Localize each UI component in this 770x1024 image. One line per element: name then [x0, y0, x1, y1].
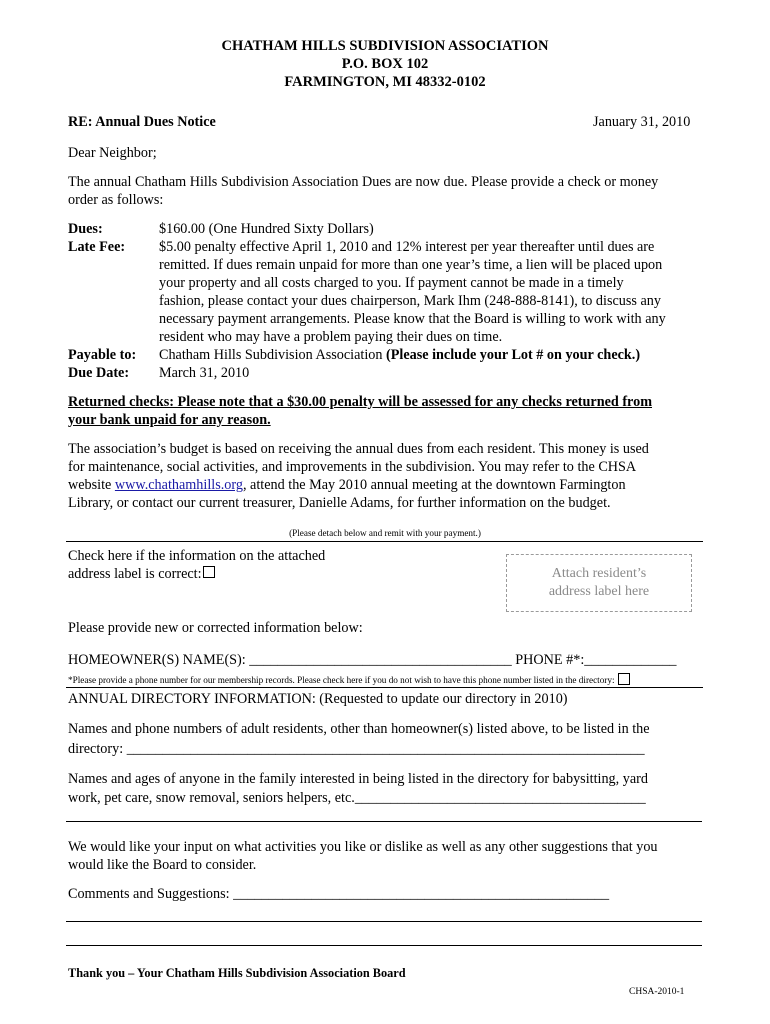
phone-note-text: *Please provide a phone number for our membership records. Please check here if you do not wish to have this phone number listed in the directory:: [68, 675, 615, 685]
late-fee-line: fashion, please contact your dues chairperson, Mark Ihm (248-888-8141), to discuss any: [159, 293, 661, 309]
detach-line: [66, 541, 703, 542]
city-address: FARMINGTON, MI 48332-0102: [284, 74, 486, 90]
website-link[interactable]: www.chathamhills.org: [114, 477, 243, 493]
provide-info: Please provide new or corrected information below:: [68, 620, 363, 636]
due-date-label: Due Date:: [68, 365, 130, 381]
late-fee-line: necessary payment arrangements. Please know that the Board is willing to work with any: [159, 311, 666, 327]
dues-value: $160.00 (One Hundred Sixty Dollars): [159, 221, 374, 237]
comments-field[interactable]: _____________________________________________________: [233, 886, 610, 902]
check-line-1: Check here if the information on the attached: [68, 548, 326, 564]
ages-line-2: [68, 789, 646, 807]
org-name: CHATHAM HILLS SUBDIVISION ASSOCIATION: [221, 38, 549, 54]
late-fee-line: resident who may have a problem paying their dues on time.: [159, 329, 503, 345]
comments-extra-line[interactable]: [66, 921, 702, 922]
budget-text: website: [68, 477, 115, 493]
due-date-value: March 31, 2010: [159, 365, 250, 381]
returned-checks-line-2: your bank unpaid for any reason.: [68, 412, 271, 428]
budget-line-3: [68, 476, 626, 494]
payable-note: (Please include your Lot # on your check.): [386, 347, 641, 363]
homeowner-row: [68, 651, 677, 669]
payable-label: Payable to:: [68, 347, 137, 363]
dues-label: Dues:: [68, 221, 103, 237]
comments-label: Comments and Suggestions:: [68, 886, 234, 902]
late-fee-line: remitted. If dues remain unpaid for more than one year’s time, a lien will be placed upon: [159, 257, 663, 273]
budget-text: , attend the May 2010 annual meeting at the downtown Farmington: [242, 477, 626, 493]
ages-extra-line[interactable]: [66, 821, 702, 822]
greeting: Dear Neighbor;: [68, 145, 157, 161]
detach-note: (Please detach below and remit with your payment.): [289, 528, 481, 538]
comments-extra-line[interactable]: [66, 945, 702, 946]
ages-label: work, pet care, snow removal, seniors helpers, etc.: [68, 790, 355, 806]
budget-line-1: The association’s budget is based on receiving the annual dues from each resident. This money is used: [68, 441, 649, 457]
attach-text: address label here: [548, 584, 650, 599]
intro-line-1: The annual Chatham Hills Subdivision Association Dues are now due. Please provide a check or money: [68, 174, 659, 190]
intro-line-2: order as follows:: [68, 192, 164, 208]
letter-date: January 31, 2010: [593, 114, 691, 130]
budget-line-4: Library, or contact our current treasurer, Danielle Adams, for further information on the budget.: [68, 495, 611, 511]
section-divider: [66, 687, 703, 688]
names-line-1: Names and phone numbers of adult residents, other than homeowner(s) listed above, to be listed in the: [68, 721, 650, 737]
thank-you: Thank you – Your Chatham Hills Subdivision Association Board: [68, 966, 406, 980]
subject-line: RE: Annual Dues Notice: [68, 114, 216, 130]
ages-field[interactable]: _________________________________________: [354, 790, 646, 806]
phone-note: [68, 673, 630, 685]
payable-name: Chatham Hills Subdivision Association: [159, 347, 387, 363]
late-fee-line: your property and all costs charged to you. If payment cannot be made in a timely: [159, 275, 624, 291]
address-label-area: [506, 554, 692, 612]
budget-line-2: for maintenance, social activities, and improvements in the subdivision. You may refer to the CHSA: [68, 459, 637, 475]
po-box: P.O. BOX 102: [341, 56, 429, 72]
payable-value: [159, 346, 640, 364]
check-line-2: [68, 565, 215, 583]
input-line-2: would like the Board to consider.: [68, 857, 257, 873]
attach-text: Attach resident’s: [551, 566, 647, 581]
phone-field[interactable]: _____________: [584, 652, 677, 668]
form-code: CHSA-2010-1: [629, 987, 685, 997]
directory-heading: ANNUAL DIRECTORY INFORMATION: (Requested to update our directory in 2010): [68, 691, 568, 707]
unlisted-phone-checkbox[interactable]: [618, 673, 630, 685]
comments-row: [68, 885, 609, 903]
late-fee-label: Late Fee:: [68, 239, 126, 255]
address-correct-checkbox[interactable]: [203, 566, 215, 578]
names-label: directory:: [68, 741, 127, 757]
homeowner-name-field[interactable]: _____________________________________: [249, 652, 512, 668]
directory-names-field[interactable]: _________________________________________________________________________: [126, 741, 645, 757]
check-label: address label is correct:: [68, 566, 202, 582]
late-fee-line: $5.00 penalty effective April 1, 2010 and 12% interest per year thereafter until dues are: [159, 239, 655, 255]
ages-line-1: Names and ages of anyone in the family interested in being listed in the directory for babysitting, yard: [68, 771, 648, 787]
input-line-1: We would like your input on what activities you like or dislike as well as any other suggestions that you: [68, 839, 658, 855]
names-line-2: [68, 740, 645, 758]
homeowner-label: HOMEOWNER(S) NAME(S):: [68, 652, 250, 668]
returned-checks-line-1: Returned checks: Please note that a $30.00 penalty will be assessed for any checks returned from: [68, 394, 653, 410]
phone-label: PHONE #*:: [511, 652, 585, 668]
